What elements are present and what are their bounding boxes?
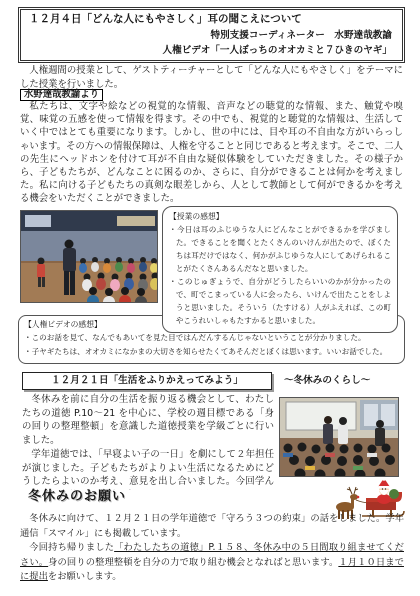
submission-deadline: １月１０日までに提出 — [20, 556, 404, 583]
winter-request-title: 冬休みのお願い — [28, 489, 127, 504]
lesson-impression-item: ・このじゅぎょうで、自分がどうしたらいいのかが分かったので、町でこまっている人に会ったら、いけんで出たことをしようと思いました。そういう（たすける）人がふえれば、この町やこうれいしゃもたすかると思いました。 — [169, 277, 391, 325]
teacher-message-label: 水野達哉教諭より — [20, 89, 103, 101]
lesson-impressions-box — [162, 206, 398, 333]
intro-paragraph: 人権週間の授業として、ゲストティーチャーとして「どんな人にもやさしく」をテーマにした授業を行いました。 — [20, 65, 403, 90]
video-impression-item: ・このお話を見て、なんでもあいてを見た目ではんだんするんじゃないということが分かりました。 — [24, 333, 366, 342]
winter-life-paragraph: 冬休みを前に自分の生活を振り返る機会として、わたしたちの道徳 P.10～21 を中心に、学校の週目標である「身の回りの整理整頓」を意識した道徳授業を学級ごとに行いました。 — [22, 394, 274, 447]
homework-instruction: 「わたしたちの道徳」P.１５８、冬休み中の５日間取り組ませてください。 — [20, 542, 404, 568]
video-impressions-label: 【人権ビデオの感想】 — [24, 320, 102, 329]
lesson-photo — [20, 210, 158, 303]
request-text: をお願いします。 — [47, 571, 122, 583]
winter-life-body — [22, 393, 274, 490]
lesson-impression-item: ・今日は耳のふじゆうな人にどんなことができるかを学びました。できることを聞くとたくさんのいけんが出たので、ぼくたちは耳だけではなく、何かがふじゆうな人にしてあげられることがたくさんあるんだなと思いました。 — [169, 225, 391, 273]
classroom-photo-image — [280, 398, 399, 477]
video-title-line: 人権ビデオ「一人ぼっちのオオカミと７ひきのヤギ」 — [162, 45, 392, 56]
teacher-message-body: 私たちは、文字や絵などの視覚的な情報、音声などの聴覚的な情報、また、触覚や嗅覚、味覚の五感を使って情報を得ます。その中でも、視覚的と聴覚的な情報は、生活していく中ではとても重要になります。しかし、世の中には、目や耳の不自由な方がいらっしゃいます。その方への情報保障は、人権を守ることと同じであると考えます。そこで、二人の先生にヘッドホンを付けて耳が不自由な疑似体験をしていただきました。その様子から、子どもたちが、どんなことに困るのか、さらに、自分ができることは何かを考えました。私に向ける子どもたちの真剣な眼差しから、人として教師として何ができるかを考える機会をいただくことができました。 — [20, 101, 403, 205]
request-text: 今回持ち帰りました — [29, 542, 115, 554]
video-impression-item: ・子ヤギたちは、オオカミになかまの大切さを知らせたくてあそんだとぼくは思います。いいお話でした。 — [24, 347, 388, 356]
winter-life-subtitle: ～冬休みのくらし～ — [284, 375, 371, 386]
article-title: １２月４日「どんな人にもやさしく」耳の聞こえについて — [29, 13, 302, 25]
winter-life-paragraph: 学年道徳では、「早寝よい子の一日」を劇にして２年担任が演じました。子どもたちがよりよい生活になるためにどうしたらよいのか考え、意見を出し合いました。今回学ん — [22, 448, 274, 488]
request-text: 身の回りの整理整頓を自分の力で取り組む機会となればと思います。 — [48, 556, 339, 568]
speaker-line: 特別支援コーディネーター 水野達哉教諭 — [210, 30, 392, 41]
winter-request-body — [20, 512, 404, 592]
lesson-photo-image — [21, 211, 158, 303]
winter-request-paragraph: 冬休みに向けて、１２月２１日の学年道徳で「守ろう３つの約束」の話をしました。学年通信「スマイル」にも掲載しています。 — [20, 513, 404, 539]
classroom-photo — [279, 397, 399, 477]
header-box — [18, 7, 405, 63]
winter-life-title: １２月２１日「生活をふりかえってみよう」 — [22, 372, 272, 390]
winter-request-paragraph — [20, 541, 404, 585]
lesson-impressions-label: 【授業の感想】 — [169, 212, 224, 221]
